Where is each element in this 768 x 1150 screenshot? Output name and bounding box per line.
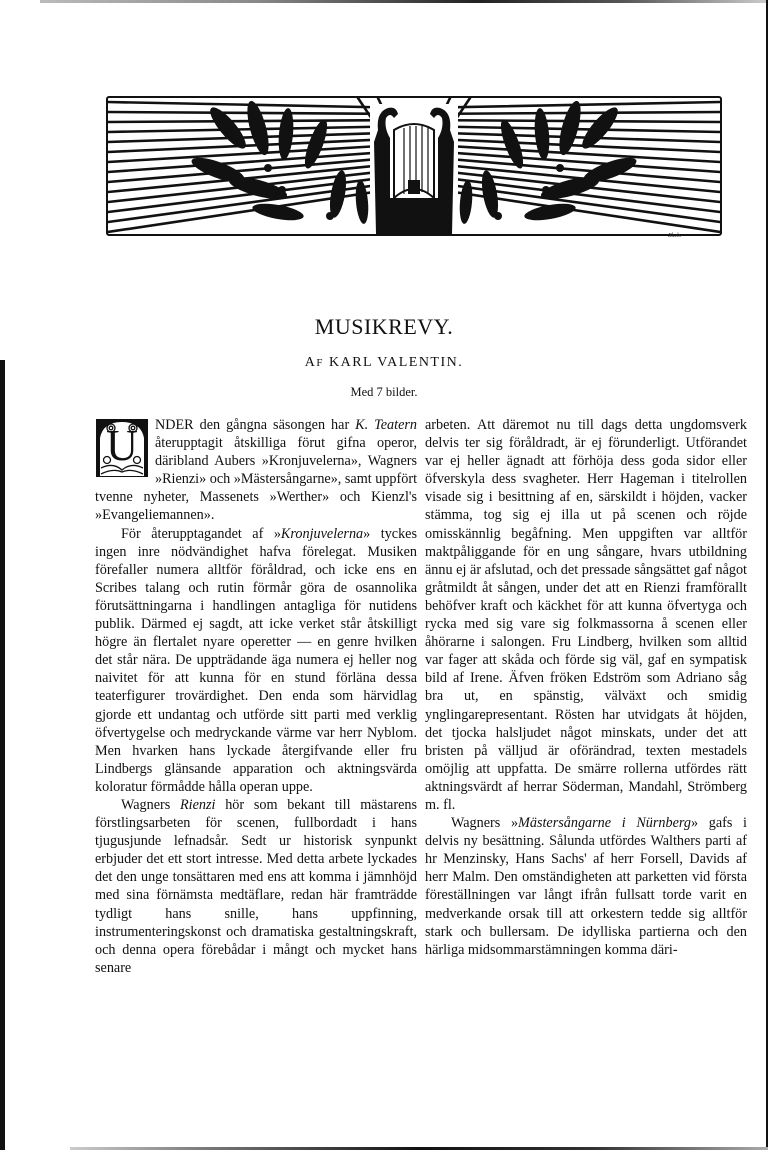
text-run: För återupptagandet af » [121, 525, 281, 542]
article-title: MUSIKREVY. [314, 314, 454, 339]
byline-prefix-initial: A [304, 355, 317, 370]
text-run: återupptagit åtskilliga förut gifna operor, däribland Aubers »Kronjuvelerna», Wagners »Rienzi» och »Mästersångarne», samt uppfört tvenne nyheter, Massenets »Werther» och Kienzl's »Evangeliemannen». [95, 435, 418, 524]
illustration-count-note: Med 7 bilder. [350, 385, 418, 399]
italic-text-run: Rienzi [180, 796, 216, 813]
scan-edge-top [40, 0, 768, 3]
byline-prefix-rest: F [316, 357, 324, 369]
paragraph [95, 796, 417, 977]
byline-author: KARL VALENTIN. [328, 355, 464, 370]
text-run: » gafs i delvis ny besättning. Sålunda utfördes Walthers parti af hr Menzinsky, Hans Sachs' af herr Forsell, Davids af herr Malm. Den omständigheten att parketten vid första föreställningen var långt ifrån fullsatt torde varit en medverkande orsak till att orkestern tedde sig alltför stark och bullersam. De idylliska partierna och den härliga midsommarstämningen komma däri- [425, 815, 747, 958]
text-run: Wagners » [451, 815, 519, 832]
dropcap-letter: U [106, 421, 138, 470]
header-vignette [106, 96, 722, 236]
right-text-column [425, 416, 747, 959]
italic-text-run: K. Teatern [355, 417, 418, 433]
text-run: Wagners [121, 796, 181, 813]
text-run: hör som bekant till mästarens förstlingsarbeten för scenen, fullbordadt i hans tjugusjunde lefnadsår. Sedt ur historisk synpunkt erbjuder det ett stort intresse. Med detta arbete lyckades det den unge tonsättaren med ens att komma i jämnhöjd med sina förnämsta medtäflare, redan här framträdde tydligt hans snille, hans uppfinning, instrumenteringskonst och dramatiska gestaltningskraft, och denna opera förebådar i mångt och mycket hans senare [95, 796, 417, 976]
italic-text-run: Kronjuvelerna [280, 525, 364, 542]
paragraph [425, 814, 747, 959]
paragraph: arbeten. Att däremot nu till dags detta ungdomsverk delvis ter sig föråldradt, är ej förunderligt. Utförandet var ej heller ägnadt att förhöja dess goda sidor eller öfverskyla dess svagheter. Herr Hageman i titelrollen visade sig i besittning af en, särskildt i höjden, vacker stämma, tog sig ej illa ut på scenen och röjde omisskännlig begåfning. Men uppgiften var alltför maktpåliggande för en ung sångare, hvars utbildning ännu ej är afslutad, och det pressade sångsättet gaf något gråtmildt åt sången, under det att en Rienzi framförallt behöfver kraft och käckhet för att kunna öfvertyga och rycka med sig vare sig folkmassorna å scenen eller åhörarne i salongen. Fru Lindberg, hvilken som alltid var fager att skåda och förde sig väl, gaf en sympatisk bild af Irene. Äfven fröken Edström som Adriano såg bra ut, en spänstig, välväxt och smidig ynglingarepresentant. Rösten har utvidgats åt höjden, det tjocka halsljudet något minskats, under det att bristen på välljud är oförändrad, texten mestadels omöjlig att uppfatta. De smärre rollerna utfördes rätt aktningsvärdt af herrar Söderman, Mandahl, Strömberg m. fl. [425, 417, 747, 813]
text-run: NDER den gångna säsongen har [155, 417, 356, 433]
illustrator-signature: Ekeb. [668, 233, 682, 239]
article-byline [0, 355, 768, 371]
ornamental-dropcap [95, 418, 149, 478]
italic-text-run: Mästersångarne i Nürnberg [518, 815, 691, 832]
lyre-laurel-woodcut-icon [108, 98, 720, 234]
scan-edge-left [0, 360, 5, 1150]
text-run: » tyckes ingen inre nödvändighet hafva förelegat. Musiken förefaller numera alltför föråldrad, och icke ens en Scribes talang och rutin förmår göra de osannolika förutsättningarna i handlingen antagliga för nutidens publik. Därmed ej sagdt, att icke verket står åtskilligt högre än flertalet nyare operetter — en genre hvilken det står nära. De uppträdande äga numera ej heller nog naivitet för att kunna för en stund förläna dessa teaterfigurer trovärdighet. Den enda som härvidlag gjorde ett undantag och utförde sitt parti med verklig öfvertygelse och medryckande värme var herr Nyblom. Men hvarken hans lyckade återgifvande eller fru Lindbergs glänsande apparation och aktningsvärda koloratur förmådde hålla operan uppe. [95, 525, 417, 795]
paragraph [95, 525, 417, 796]
left-text-column [95, 416, 417, 977]
